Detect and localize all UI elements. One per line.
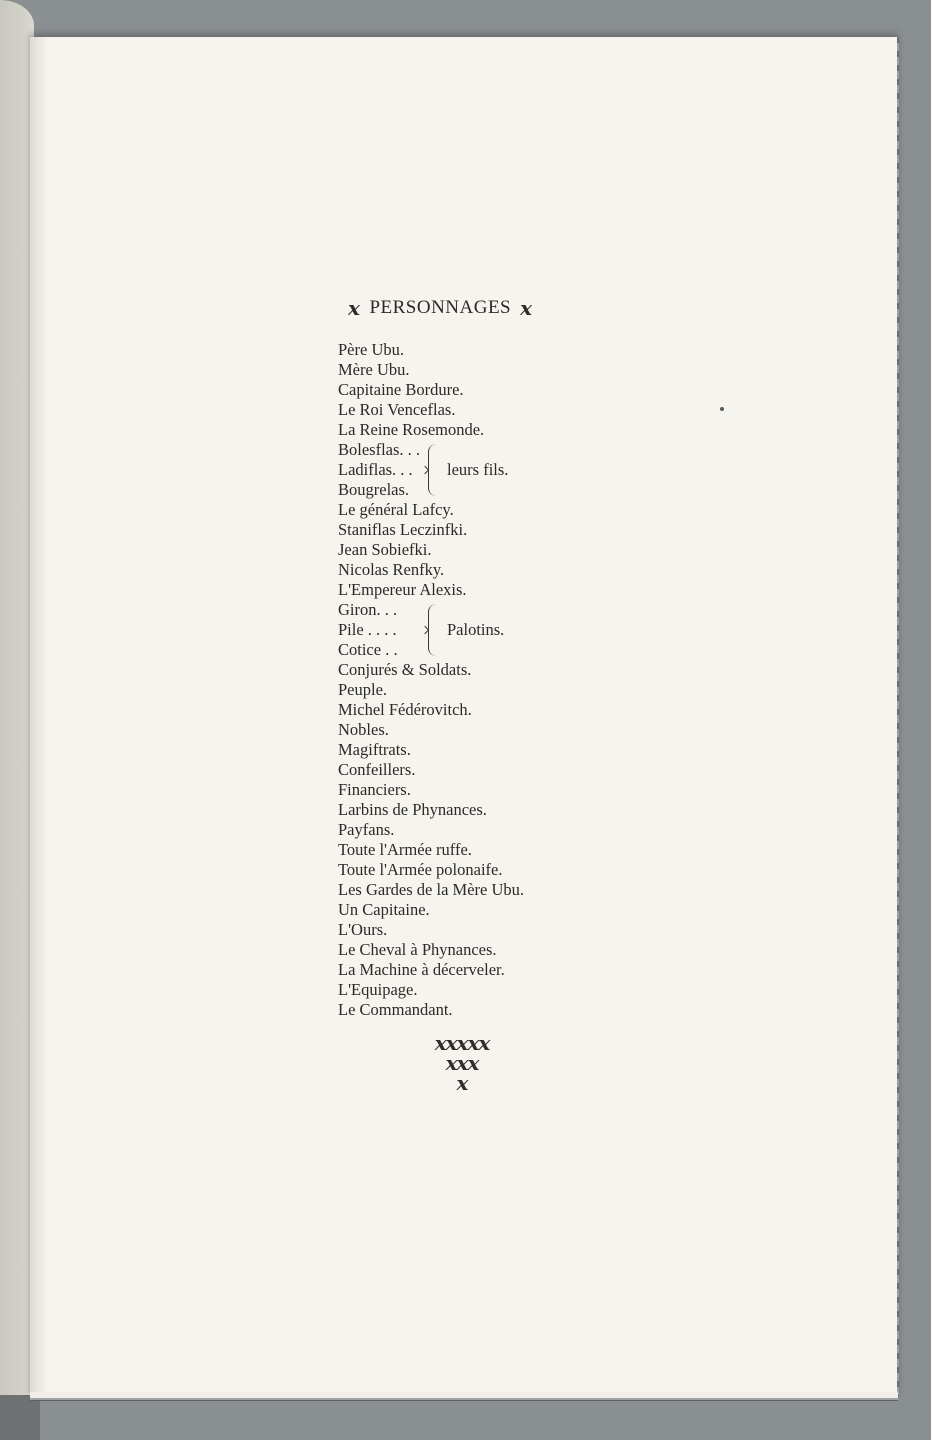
cast-entry: Les Gardes de la Mère Ubu. xyxy=(338,880,525,899)
cast-group xyxy=(338,440,524,500)
cast-entry: La Machine à décerveler. xyxy=(338,960,505,979)
page-content xyxy=(30,37,898,1397)
cast-entry: Cotice . . xyxy=(338,640,398,659)
cast-group-label: leurs fils. xyxy=(447,460,509,479)
cast-entry: Capitaine Bordure. xyxy=(338,380,464,399)
cast-entry: L'Equipage. xyxy=(338,980,418,999)
cast-entry: Magiftrats. xyxy=(338,740,411,759)
cast-entry: La Reine Rosemonde. xyxy=(338,420,485,439)
book-page xyxy=(30,37,898,1397)
fleuron-left-icon: x xyxy=(348,296,361,320)
cast-entry: Toute l'Armée ruffe. xyxy=(338,840,472,859)
cast-entry: Conjurés & Soldats. xyxy=(338,660,472,679)
cast-entry: Bougrelas. xyxy=(338,480,410,499)
tailpiece-row-3: x xyxy=(456,1071,468,1095)
cast-group-names xyxy=(338,600,428,660)
cast-entry: Le Commandant. xyxy=(338,1000,453,1019)
cast-entry: Nobles. xyxy=(338,720,389,739)
cast-entry: Pile . . . . xyxy=(338,620,397,639)
cast-entry: Nicolas Renfky. xyxy=(338,560,445,579)
cast-entry: Mère Ubu. xyxy=(338,360,410,379)
cast-entry: Larbins de Phynances. xyxy=(338,800,487,819)
facing-page-edge xyxy=(0,0,34,1415)
cast-entry: Bolesflas. . . xyxy=(338,440,421,459)
tailpiece-ornament xyxy=(30,1033,898,1093)
cast-entry: Ladiflas. . . xyxy=(338,460,413,479)
cast-entry: Jean Sobiefki. xyxy=(338,540,432,559)
cast-entry: Staniflas Leczinfki. xyxy=(338,520,468,539)
tailpiece-row-2: xxx xyxy=(445,1051,479,1075)
cast-entry: Confeillers. xyxy=(338,760,416,779)
cast-entry: Michel Fédérovitch. xyxy=(338,700,472,719)
brace-icon xyxy=(428,444,437,496)
cast-entry: Père Ubu. xyxy=(338,340,404,359)
cast-entry: Le Roi Venceflas. xyxy=(338,400,456,419)
brace-icon xyxy=(428,604,437,656)
cast-group-label: Palotins. xyxy=(447,620,505,639)
cast-group-names xyxy=(338,440,428,500)
fleuron-right-icon: x xyxy=(520,296,533,320)
heading-text: PERSONNAGES xyxy=(369,297,512,318)
cast-entry: L'Ours. xyxy=(338,920,388,939)
background-shadow xyxy=(0,1395,40,1440)
cast-entry: Peuple. xyxy=(338,680,388,699)
cast-entry: Financiers. xyxy=(338,780,411,799)
cast-entry: L'Empereur Alexis. xyxy=(338,580,467,599)
cast-entry: Giron. . . xyxy=(338,600,398,619)
cast-group xyxy=(338,600,524,660)
cast-entry: Le général Lafcy. xyxy=(338,500,454,519)
cast-entry: Le Cheval à Phynances. xyxy=(338,940,497,959)
page-heading xyxy=(348,296,533,320)
cast-entry: Un Capitaine. xyxy=(338,900,430,919)
tailpiece-row-1: xxxxx xyxy=(434,1031,490,1055)
cast-list xyxy=(338,340,524,1020)
cast-entry: Payfans. xyxy=(338,820,395,839)
cast-entry: Toute l'Armée polonaife. xyxy=(338,860,503,879)
